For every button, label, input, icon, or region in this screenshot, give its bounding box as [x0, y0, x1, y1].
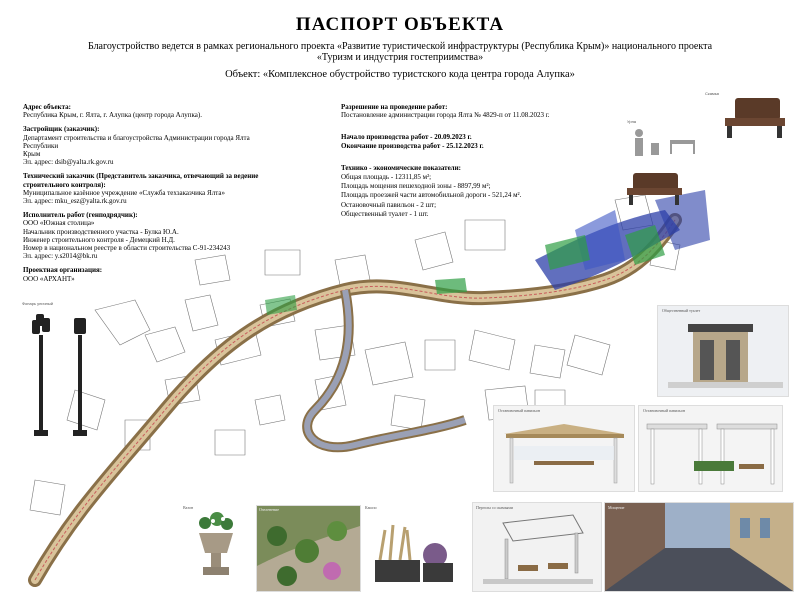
contractor-label: Исполнитель работ (генподрядчик):: [23, 211, 138, 220]
loop-road-inner: [307, 290, 465, 447]
pergola-icon: [473, 503, 601, 591]
technical-customer-label: Технический заказчик (Представитель заказчика, отвечающий за ведение строительного контроля):: [23, 172, 259, 189]
greenery-area: [435, 278, 467, 294]
tech-label: Технико - экономические показатели:: [341, 163, 461, 172]
bus-pavilion-photo-2: [638, 405, 783, 492]
customer-line-1: Департамент строительства и благоустройства Администрации города Ялта Республики: [23, 133, 250, 150]
bench-icon: [725, 98, 785, 138]
customer-email: Эл. адрес: dsib@yalta.rk.gov.ru: [23, 158, 114, 167]
project-line-2: «Туризм и индустрия гостеприимства»: [316, 52, 484, 63]
permit-label: Разрешение на проведение работ:: [341, 103, 448, 111]
tech-item: Общая площадь - 12311,85 м²;: [341, 173, 432, 182]
customer-line-2: Крым: [23, 150, 41, 159]
tech-item: Площадь мощения пешеходной зоны - 8897,99 м²;: [341, 182, 491, 191]
lamp-icon: [32, 314, 87, 436]
customer-label: Застройщик (заказчик):: [23, 125, 100, 134]
planters-caption: Кашпо: [365, 505, 377, 510]
pavilion-icon: [494, 406, 634, 491]
street-lamp-image: [20, 300, 100, 440]
tech-item: Общественный туалет - 1 шт.: [341, 209, 429, 218]
contractor-email: Эл. адрес: y.s2014@bk.ru: [23, 252, 98, 261]
flowerpot-caption: Вазон: [183, 505, 194, 510]
flowerpot-photo: [183, 505, 248, 590]
contractor-line-1: ООО «Южная столица»: [23, 219, 95, 228]
bus-pavilion-photo-1: [493, 405, 635, 492]
street-paving-photo: [604, 502, 794, 592]
pergola-caption: Перголы со скамьями: [476, 505, 513, 510]
street-icon: [605, 503, 793, 591]
pavilion-caption-1: Остановочный павильон: [498, 408, 541, 413]
urn-caption: Урна: [627, 119, 637, 124]
tech-item: Остановочный павильон - 2 шт;: [341, 200, 437, 209]
greenery-icon: [257, 506, 360, 591]
page-title: ПАСПОРТ ОБЪЕКТА: [295, 14, 505, 35]
toilet-icon: [658, 306, 788, 396]
pavilion-icon: [639, 406, 782, 491]
technical-customer-line-1: Муниципальное казённое учреждение «Служба техзаказчика Ялта»: [23, 188, 225, 197]
designer-label: Проектная организация:: [23, 266, 103, 275]
contractor-line-4: Номер в национальном реестре в области строительства С-91-234243: [23, 244, 231, 253]
planter-icon: [365, 505, 460, 590]
slope-greenery-photo: [256, 505, 361, 592]
flowerpot-icon: [183, 505, 248, 590]
toilet-caption: Общественный туалет: [662, 308, 701, 313]
bench-images: [625, 88, 795, 213]
start-date: Начало производства работ - 20.09.2023 г.: [341, 133, 472, 142]
address-value: Республика Крым, г. Ялта, г. Алупка (центр города Алупка).: [23, 111, 202, 120]
pavilion-caption-2: Остановочный павильон: [643, 408, 686, 413]
permit-value: Постановление администрации города Ялта № 4829-п от 11.08.2023 г.: [341, 111, 550, 120]
bench-icon: [627, 173, 682, 205]
pergola-photo: [472, 502, 602, 592]
contractor-line-3: Инженер строительного контроля - Демецкий Н.Д.: [23, 235, 175, 244]
planters-photo: [365, 505, 460, 590]
lamp-caption: Фонарь уличный: [22, 301, 54, 306]
project-line-1: Благоустройство ведется в рамках регионального проекта «Развитие туристической инфраструктуры (Республика Крым)» национального проекта: [87, 41, 713, 52]
toilet-photo: [657, 305, 789, 397]
technical-customer-email: Эл. адрес: mku_esz@yalta.rk.gov.ru: [23, 197, 127, 206]
slope-caption: Озеленение: [259, 507, 279, 512]
street-caption: Мощение: [608, 505, 625, 510]
address-label: Адрес объекта:: [23, 103, 71, 111]
object-line: Объект: «Комплексное обустройство туристского кода центра города Алупка»: [225, 69, 575, 80]
urn-icon: [635, 129, 695, 156]
bench-caption: Скамья: [705, 91, 719, 96]
designer-value: ООО «АРХАНТ»: [23, 274, 75, 283]
tech-item: Площадь проезжей части автомобильной дороги - 521,24 м².: [341, 191, 522, 200]
end-date: Окончание производства работ - 25.12.2023 г.: [341, 141, 484, 150]
contractor-line-2: Начальник производственного участка - Булка Ю.А.: [23, 227, 179, 236]
